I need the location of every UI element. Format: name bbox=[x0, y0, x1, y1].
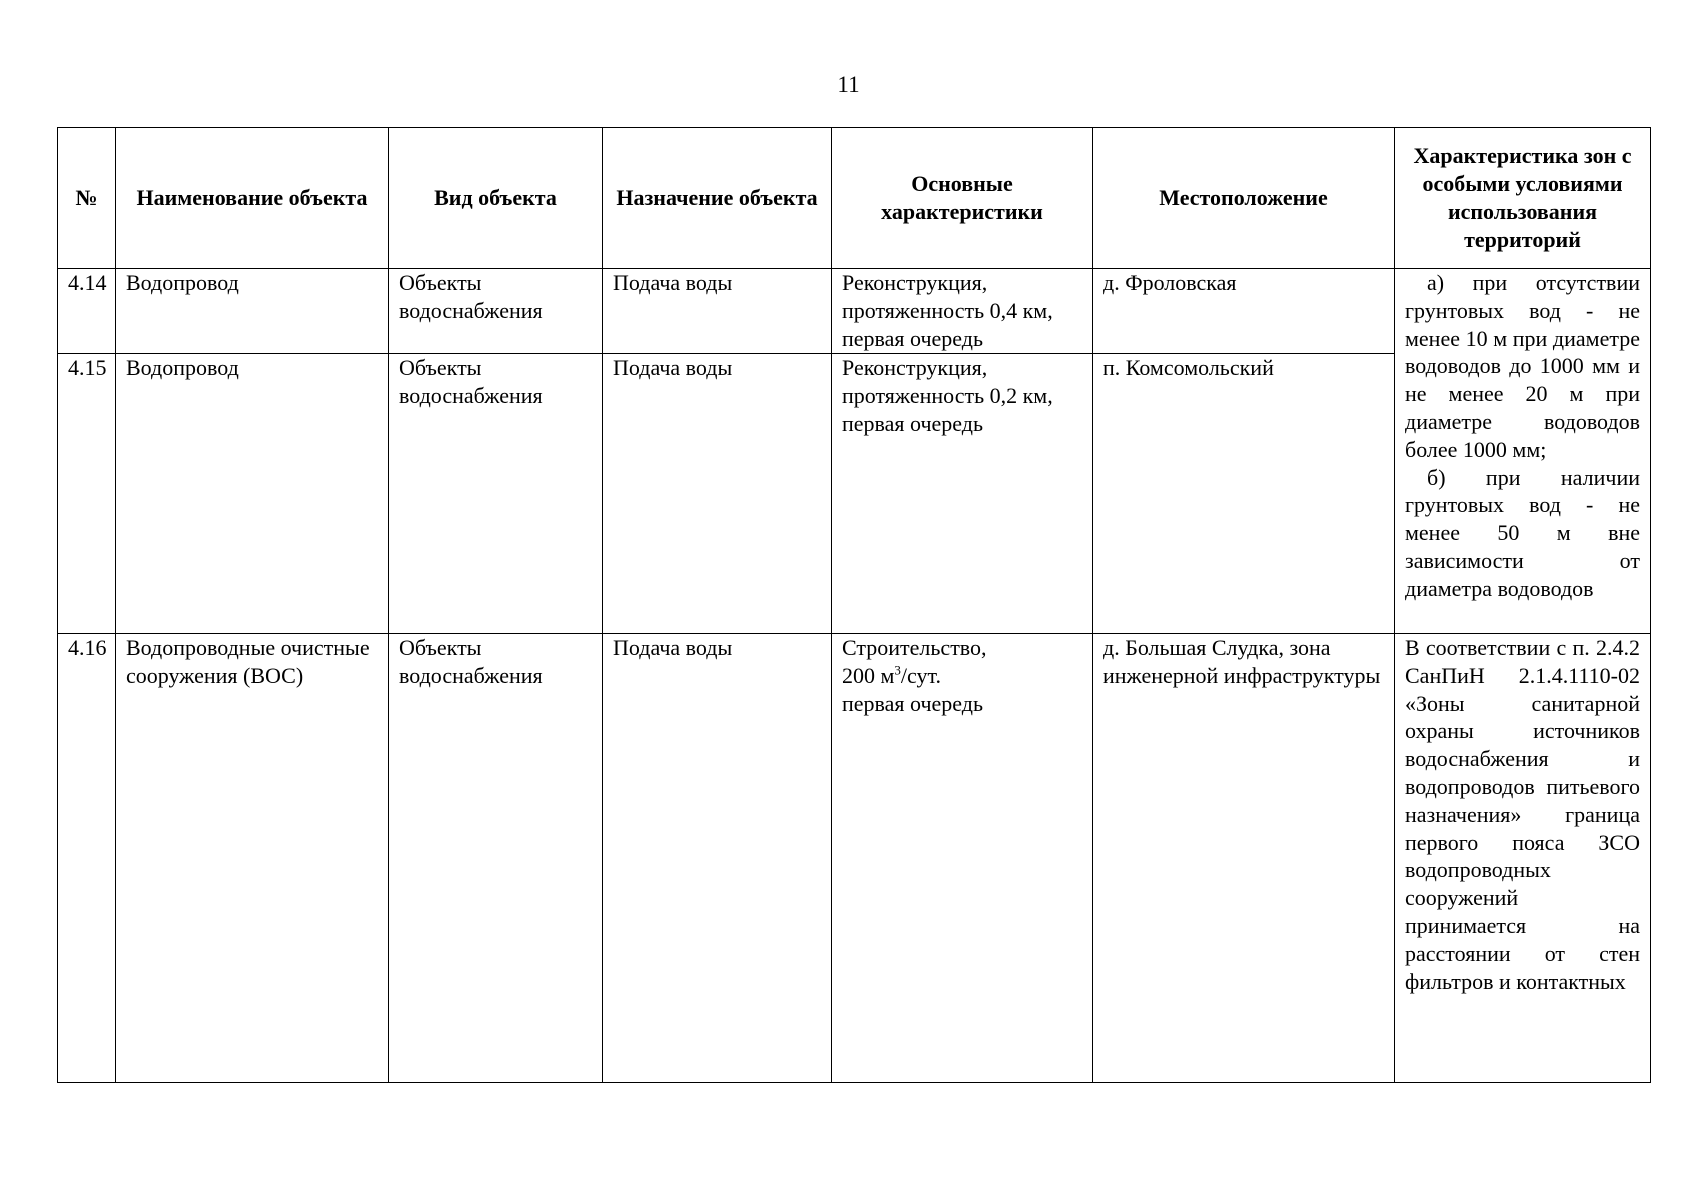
table-header-row bbox=[58, 128, 1651, 269]
objects-table bbox=[57, 127, 1651, 1083]
zone-paragraph-a: а) при отсутствии грунтовых вод - не менее 10 м при диаметре водоводов до 1000 мм и не менее 20 м при диаметре водоводов более 1000 мм; bbox=[1405, 270, 1640, 462]
characteristics-line-2 bbox=[842, 662, 1082, 690]
table-row bbox=[58, 269, 1651, 354]
object-characteristics: Реконструкция, протяженность 0,2 км, первая очередь bbox=[832, 354, 1093, 634]
characteristics-line-3: первая очередь bbox=[842, 690, 983, 716]
object-location: д. Большая Слудка, зона инженерной инфраструктуры bbox=[1093, 634, 1395, 1083]
object-name: Водопровод bbox=[116, 269, 389, 354]
header-object-purpose: Назначение объекта bbox=[603, 128, 832, 269]
object-type: Объекты водоснабжения bbox=[389, 634, 603, 1083]
object-purpose: Подача воды bbox=[603, 354, 832, 634]
header-location: Местоположение bbox=[1093, 128, 1395, 269]
row-number: 4.16 bbox=[58, 634, 116, 1083]
header-object-type: Вид объекта bbox=[389, 128, 603, 269]
object-type: Объекты водоснабжения bbox=[389, 354, 603, 634]
zone-paragraph-sanpin: В соответствии с п. 2.4.2 СанПиН 2.1.4.1110-02 «Зоны санитарной охраны источников водоснабжения и водопроводов питьевого назначения» граница первого пояса ЗСО водопроводных сооружений принимается на расстоянии от стен фильтров и контактных bbox=[1405, 635, 1640, 994]
zone-characteristics-cell bbox=[1395, 634, 1651, 1083]
header-main-characteristics: Основные характеристики bbox=[832, 128, 1093, 269]
header-object-name: Наименование объекта bbox=[116, 128, 389, 269]
characteristics-line-1: Строительство, bbox=[842, 635, 987, 660]
row-number: 4.15 bbox=[58, 354, 116, 634]
zone-paragraph-b: б) при наличии грунтовых вод - не менее 50 м вне зависимости от диаметра водоводов bbox=[1405, 464, 1640, 601]
object-purpose: Подача воды bbox=[603, 634, 832, 1083]
object-characteristics bbox=[832, 634, 1093, 1083]
page-number: 11 bbox=[837, 72, 860, 97]
cubic-superscript: 3 bbox=[894, 662, 901, 678]
zone-characteristics-cell bbox=[1395, 269, 1651, 634]
header-zone-characteristics: Характеристика зон с особыми условиями использования территорий bbox=[1395, 128, 1651, 269]
table-row bbox=[58, 634, 1651, 1083]
object-purpose: Подача воды bbox=[603, 269, 832, 354]
object-location: д. Фроловская bbox=[1093, 269, 1395, 354]
object-location: п. Комсомольский bbox=[1093, 354, 1395, 634]
object-name: Водопровод bbox=[116, 354, 389, 634]
capacity-unit: /сут. bbox=[900, 662, 941, 688]
header-number: № bbox=[58, 128, 116, 269]
capacity-value: 200 м bbox=[842, 662, 895, 688]
object-type: Объекты водоснабжения bbox=[389, 269, 603, 354]
object-name: Водопроводные очистные сооружения (ВОС) bbox=[116, 634, 389, 1083]
object-characteristics: Реконструкция, протяженность 0,4 км, первая очередь bbox=[832, 269, 1093, 354]
row-number: 4.14 bbox=[58, 269, 116, 354]
